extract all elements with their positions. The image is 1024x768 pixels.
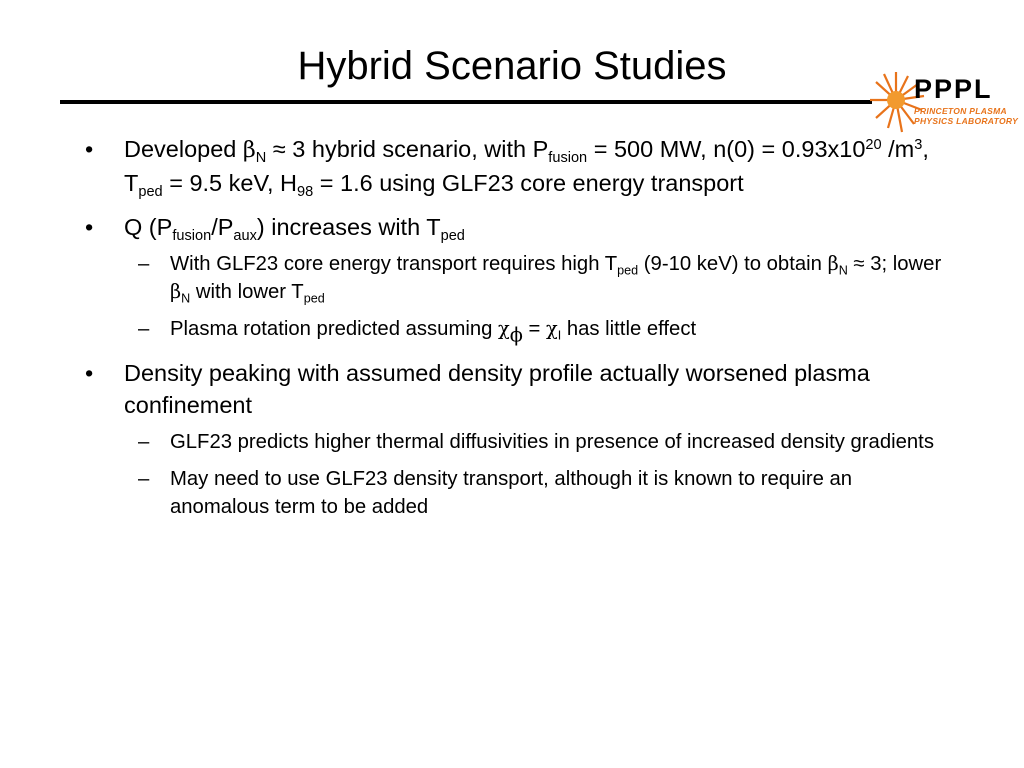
dash-icon: –: [138, 430, 150, 453]
slide-title: Hybrid Scenario Studies: [297, 44, 727, 88]
subbullet-density-transport: – May need to use GLF23 density transport, although it is known to require an anomalous term to be added: [124, 465, 950, 521]
pppl-logo: [868, 70, 1018, 140]
bullet-icon: •: [85, 214, 94, 240]
dash-icon: –: [138, 252, 150, 275]
logo-subtitle-2: PHYSICS LABORATORY: [914, 116, 1019, 126]
logo-wordmark: PPPL: [914, 74, 993, 104]
title-underline: [60, 100, 872, 104]
bullet-q-increases: • Q $(P_{fusion}/P_{aux})$ increases with $T_{ped}$: [80, 211, 950, 244]
dash-icon: –: [138, 317, 150, 340]
subbullet-glf23-diffusivities: – GLF23 predicts higher thermal diffusivities in presence of increased density gradients: [124, 428, 950, 456]
logo-subtitle-1: PRINCETON PLASMA: [914, 106, 1007, 116]
slide-body: [80, 133, 950, 530]
subbullet-plasma-rotation: – Plasma rotation predicted assuming $\chi_\phi = \chi_I$ has little effect: [138, 316, 697, 347]
bullet-hybrid-scenario: • Developed $\beta_N \approx 3$ hybrid scenario, with $P_{fusion} = 500$ MW, $n(0) = 0.93x10^{20}$ $/m^3$, $T_{ped} = 9.5$ keV, $H_{98} = 1.6$ using GLF23 core energy transport: [80, 133, 950, 199]
bullet-icon: •: [85, 359, 94, 386]
bullet-icon: •: [85, 136, 94, 162]
subbullet-glf23-high-tped: – With GLF23 core energy transport requires high $T_{ped}$ (9-10 keV) to obtain $\beta_N \approx 3$; lower $\beta_N$ with lower $T_{ped}$: [138, 251, 942, 305]
bullet-density-peaking: • Density peaking with assumed density profile actually worsened plasma confinement: [80, 357, 950, 422]
dash-icon: –: [138, 467, 150, 490]
